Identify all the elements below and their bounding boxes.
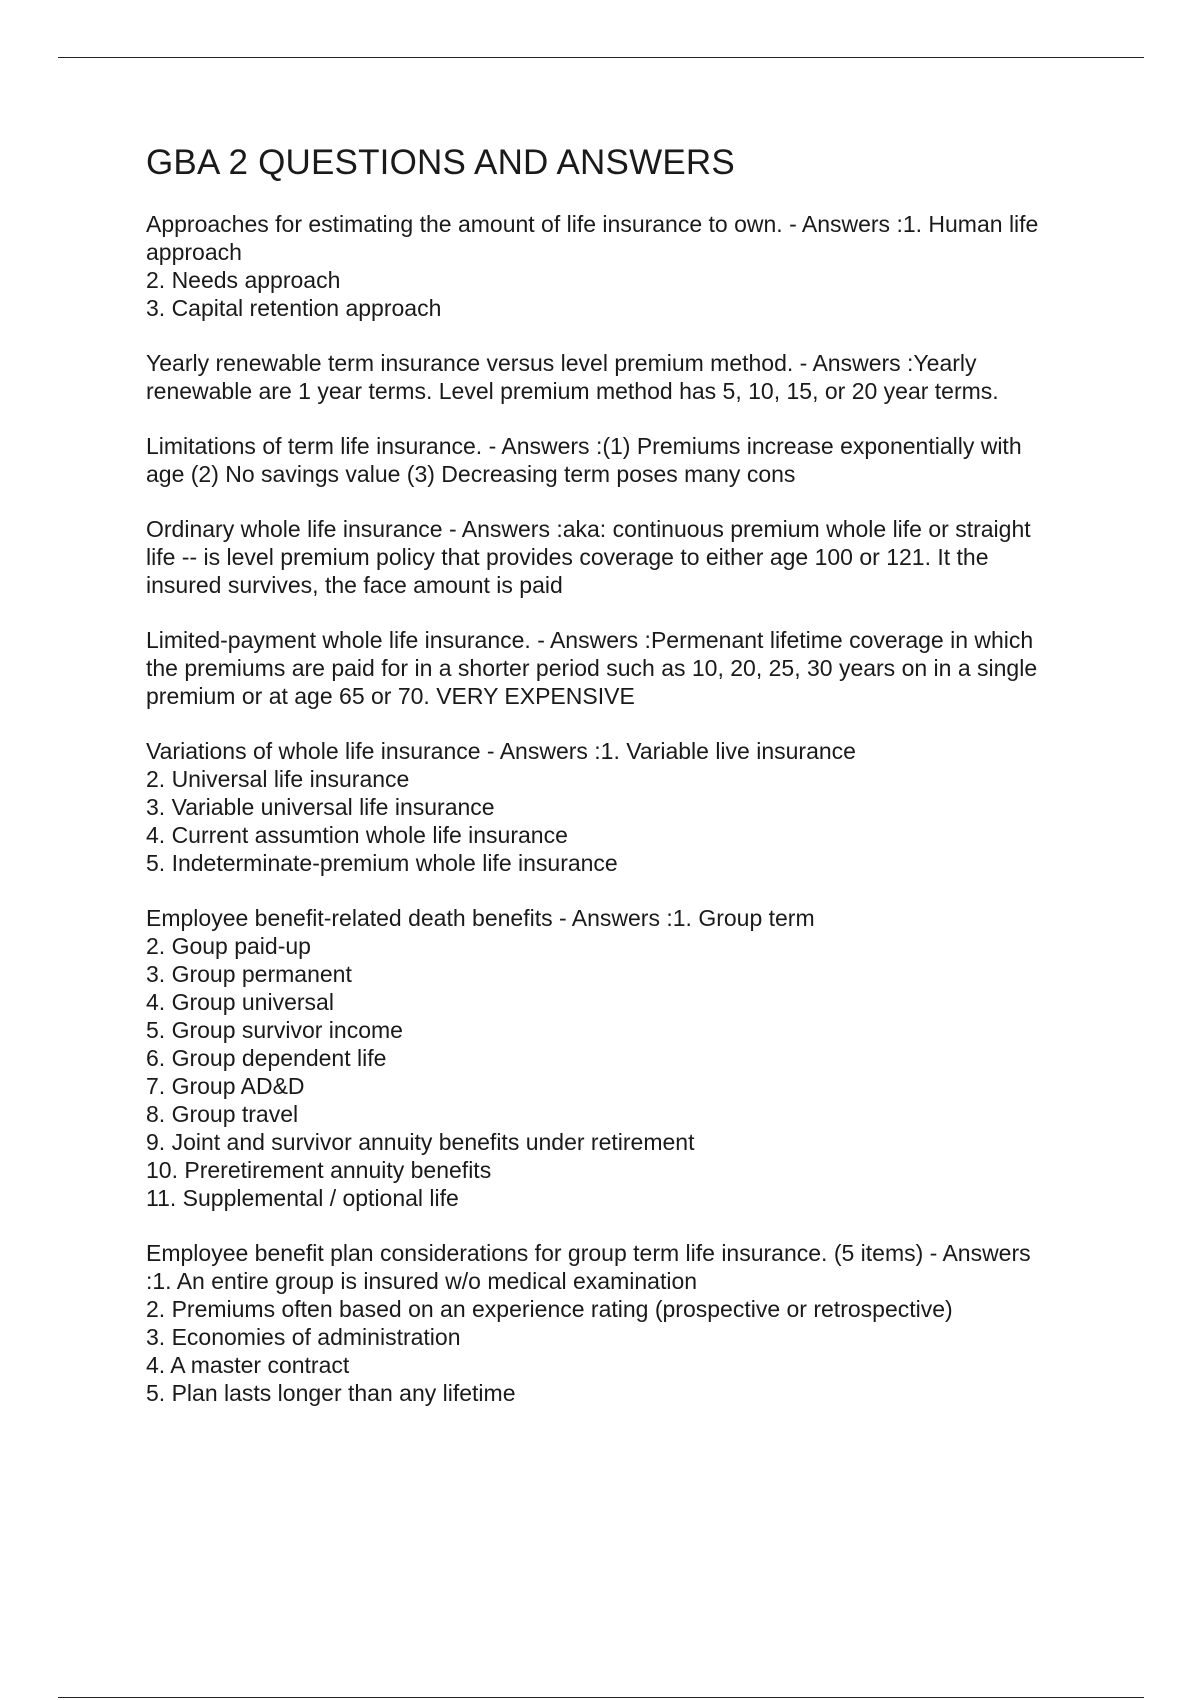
qa-answer-line: approach <box>146 239 242 265</box>
qa-answer-line: 4. A master contract <box>146 1352 350 1378</box>
qa-answer-line: 10. Preretirement annuity benefits <box>146 1157 492 1183</box>
qa-answer-line: 5. Plan lasts longer than any lifetime <box>146 1380 516 1406</box>
qa-answer-line: life -- is level premium policy that provides coverage to either age 100 or 121. It the <box>146 544 989 570</box>
qa-question-line: Approaches for estimating the amount of life insurance to own. - Answers :1. Human life <box>146 211 1039 237</box>
qa-entry <box>146 904 1106 1212</box>
qa-answer-line: 5. Indeterminate-premium whole life insurance <box>146 850 618 876</box>
qa-question-line: Employee benefit plan considerations for group term life insurance. (5 items) - Answers <box>146 1240 1031 1266</box>
qa-entry <box>146 210 1106 322</box>
qa-entry <box>146 737 1106 877</box>
qa-entry <box>146 626 1106 710</box>
qa-question-line: Variations of whole life insurance - Answers :1. Variable live insurance <box>146 738 856 764</box>
qa-answer-line: 8. Group travel <box>146 1101 299 1127</box>
qa-answer-line: :1. An entire group is insured w/o medical examination <box>146 1268 698 1294</box>
qa-question-line: Limited-payment whole life insurance. - Answers :Permenant lifetime coverage in which <box>146 627 1034 653</box>
footer-rule <box>58 1697 1144 1698</box>
qa-answer-line: 2. Premiums often based on an experience rating (prospective or retrospective) <box>146 1296 953 1322</box>
qa-answer-line: the premiums are paid for in a shorter period such as 10, 20, 25, 30 years on in a single <box>146 655 1038 681</box>
qa-question-line: Limitations of term life insurance. - Answers :(1) Premiums increase exponentially with <box>146 433 1022 459</box>
qa-answer-line: 6. Group dependent life <box>146 1045 387 1071</box>
qa-entry <box>146 432 1106 488</box>
qa-entry <box>146 349 1106 405</box>
document-title: GBA 2 QUESTIONS AND ANSWERS <box>146 143 735 182</box>
qa-answer-line: 3. Economies of administration <box>146 1324 461 1350</box>
document-body <box>146 142 1106 1434</box>
qa-question-line: Employee benefit-related death benefits - Answers :1. Group term <box>146 905 815 931</box>
qa-answer-line: insured survives, the face amount is paid <box>146 572 563 598</box>
qa-answer-line: 3. Variable universal life insurance <box>146 794 495 820</box>
qa-question-line: Yearly renewable term insurance versus level premium method. - Answers :Yearly <box>146 350 977 376</box>
qa-answer-line: 4. Group universal <box>146 989 334 1015</box>
qa-answer-line: premium or at age 65 or 70. VERY EXPENSIVE <box>146 683 635 709</box>
qa-answer-line: 7. Group AD&D <box>146 1073 305 1099</box>
header-rule <box>58 57 1144 58</box>
qa-list <box>146 210 1106 1407</box>
qa-answer-line: 3. Capital retention approach <box>146 295 442 321</box>
qa-question-line: Ordinary whole life insurance - Answers :aka: continuous premium whole life or straight <box>146 516 1031 542</box>
qa-answer-line: 3. Group permanent <box>146 961 352 987</box>
qa-answer-line: 11. Supplemental / optional life <box>146 1185 459 1211</box>
qa-answer-line: 4. Current assumtion whole life insurance <box>146 822 568 848</box>
qa-answer-line: 2. Universal life insurance <box>146 766 410 792</box>
qa-answer-line: age (2) No savings value (3) Decreasing term poses many cons <box>146 461 796 487</box>
qa-answer-line: renewable are 1 year terms. Level premium method has 5, 10, 15, or 20 year terms. <box>146 378 999 404</box>
qa-answer-line: 5. Group survivor income <box>146 1017 403 1043</box>
qa-answer-line: 2. Needs approach <box>146 267 341 293</box>
qa-answer-line: 2. Goup paid-up <box>146 933 311 959</box>
qa-answer-line: 9. Joint and survivor annuity benefits under retirement <box>146 1129 695 1155</box>
qa-entry <box>146 1239 1106 1407</box>
qa-entry <box>146 515 1106 599</box>
